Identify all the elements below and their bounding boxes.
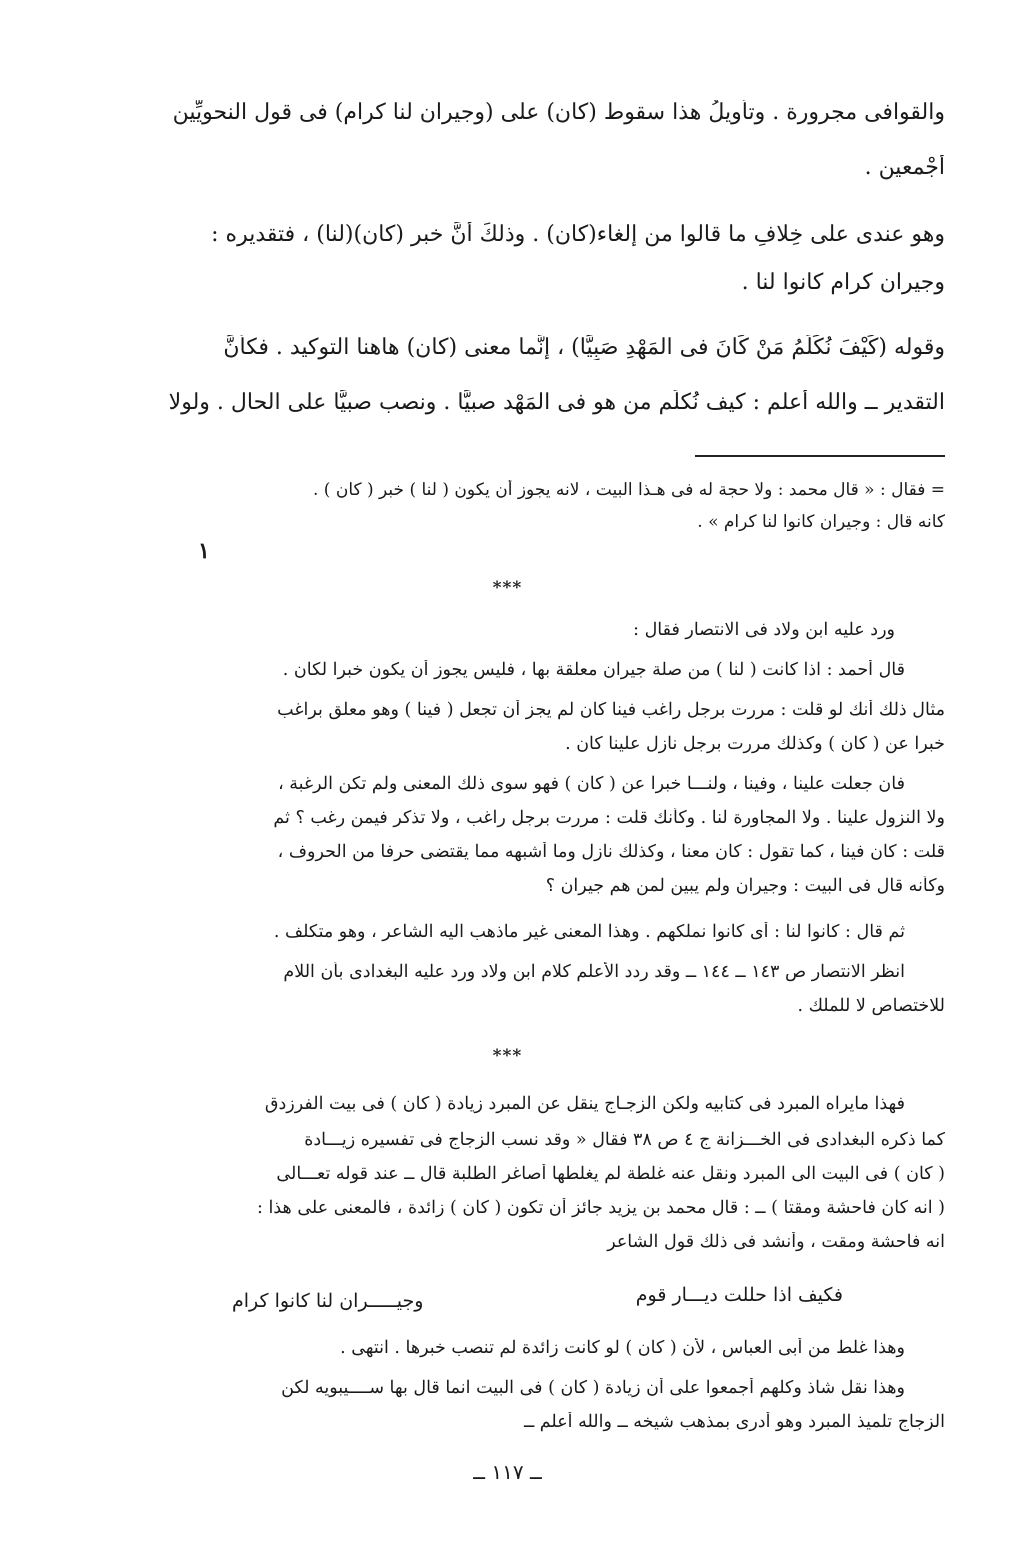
section1-line: وكأنه قال فى البيت : وجيران ولم يبين لمن هم جيران ؟ [545, 876, 945, 896]
section2-line: انه فاحشة ومقت ، وأنشد فى ذلك قول الشاعر [607, 1232, 945, 1252]
section1-line: ولا النزول علينا . ولا المجاورة لنا . وكأنك قلت : مررت برجل راغب ، ولا تذكر فيمن رغب ؟ ثم [273, 808, 945, 828]
main-text-line: وجيران كرام كانوا لنا . [741, 270, 945, 295]
section1-line: للاختصاص لا للملك . [797, 996, 945, 1016]
footnote-line: = فقال : « قال محمد : ولا حجة له فى هـذا البيت ، لانه يجوز أن يكون ( لنا ) خبر ( كان ) . [313, 480, 945, 500]
section3-line: وهذا غلط من أبى العباس ، لأن ( كان ) لو كانت زائدة لم تنصب خبرها . انتهى . [340, 1338, 905, 1358]
section2-line: ( انه كان فاحشة ومقتا ) ــ : قال محمد بن يزيد جائز أن تكون ( كان ) زائدة ، فالمعنى على هذا : [257, 1198, 945, 1218]
footnote-divider [695, 455, 945, 457]
section1-line: قال أحمد : اذا كانت ( لنا ) من صلة جيران معلقة بها ، فليس يجوز أن يكون خبرا لكان . [282, 660, 905, 680]
main-text-line: أجْمعين . [864, 155, 945, 180]
footnote-line: كانه قال : وجيران كانوا لنا كرام » . [697, 512, 945, 532]
section2-line: ( كان ) فى البيت الى المبرد ونقل عنه غلطة لم يغلطها أصاغر الطلبة قال ــ عند قوله تعـــالى [276, 1164, 945, 1184]
section-separator: *** [492, 578, 523, 598]
section1-line: مثال ذلك أنك لو قلت : مررت برجل راغب فينا كان لم يجز أن تجعل ( فينا ) وهو معلق براغب [277, 700, 945, 720]
footnote-marker: ١ [198, 538, 210, 564]
page-number: ــ ١١٧ ــ [473, 1460, 542, 1484]
main-text-line: وقوله (كَيْفَ نُكَلِّمُ مَنْ كَانَ فى المَهْدِ صَبِيًّا) ، إنَّما معنى (كان) هاهنا التوكيد . فكأنَّ [223, 335, 945, 360]
section1-line: ورد عليه ابن ولاد فى الانتصار فقال : [633, 620, 895, 640]
verse-first-hemistich: فكيف اذا حللت ديـــار قوم [635, 1284, 843, 1306]
section1-line: قلت : كان فينا ، كما تقول : كان معنا ، وكذلك نازل وما أشبهه مما يقتضى حرفا من الحروف ، [277, 842, 945, 862]
section-separator: *** [492, 1046, 523, 1066]
section3-line: وهذا نقل شاذ وكلهم أجمعوا على أن زيادة ( كان ) فى البيت انما قال بها ســــيبويه لكن [281, 1378, 905, 1398]
section1-line: فان جعلت علينا ، وفينا ، ولنـــا خبرا عن ( كان ) فهو سوى ذلك المعنى ولم تكن الرغبة ، [278, 774, 905, 794]
section2-line: فهذا مايراه المبرد فى كتابيه ولكن الزجـاج ينقل عن المبرد زيادة ( كان ) فى بيت الفرزدق [264, 1094, 905, 1114]
section1-line: ثم قال : كانوا لنا : أى كانوا نملكهم . وهذا المعنى غير ماذهب اليه الشاعر ، وهو متكلف . [273, 922, 905, 942]
main-text-line: التقدير ــ والله أَعلم : كيف نُكلِّم من هو فى المَهْد صبيًّا . ونصب صبيًّا على الحال . ولولا [168, 390, 945, 415]
main-text-line: وهو عندى على خِلافِ ما قالوا من إلغاء(كان) . وذلكَ أنَّ خبر (كان)(لنا) ، فتقديره : [211, 222, 945, 247]
main-text-line: والقوافى مجرورة . وتأويلُ هذا سقوط (كان) على (وجيران لنا كرام) فى قول النحويِّين [172, 100, 945, 125]
section3-line: الزجاج تلميذ المبرد وهو أدرى بمذهب شيخه ــ والله أعلم ــ [523, 1412, 945, 1432]
section1-line: خبرا عن ( كان ) وكذلك مررت برجل نازل علينا كان . [565, 734, 945, 754]
section1-line: انظر الانتصار ص ١٤٣ ــ ١٤٤ ــ وقد ردد الأعلم كلام ابن ولاد ورد عليه البغدادى بأن اللام [283, 962, 905, 982]
section2-line: كما ذكره البغدادى فى الخـــزانة ج ٤ ص ٣٨ فقال « وقد نسب الزجاج فى تفسيره زيـــادة [304, 1130, 945, 1150]
verse-second-hemistich: وجيـــــران لنا كانوا كرام [232, 1290, 424, 1312]
